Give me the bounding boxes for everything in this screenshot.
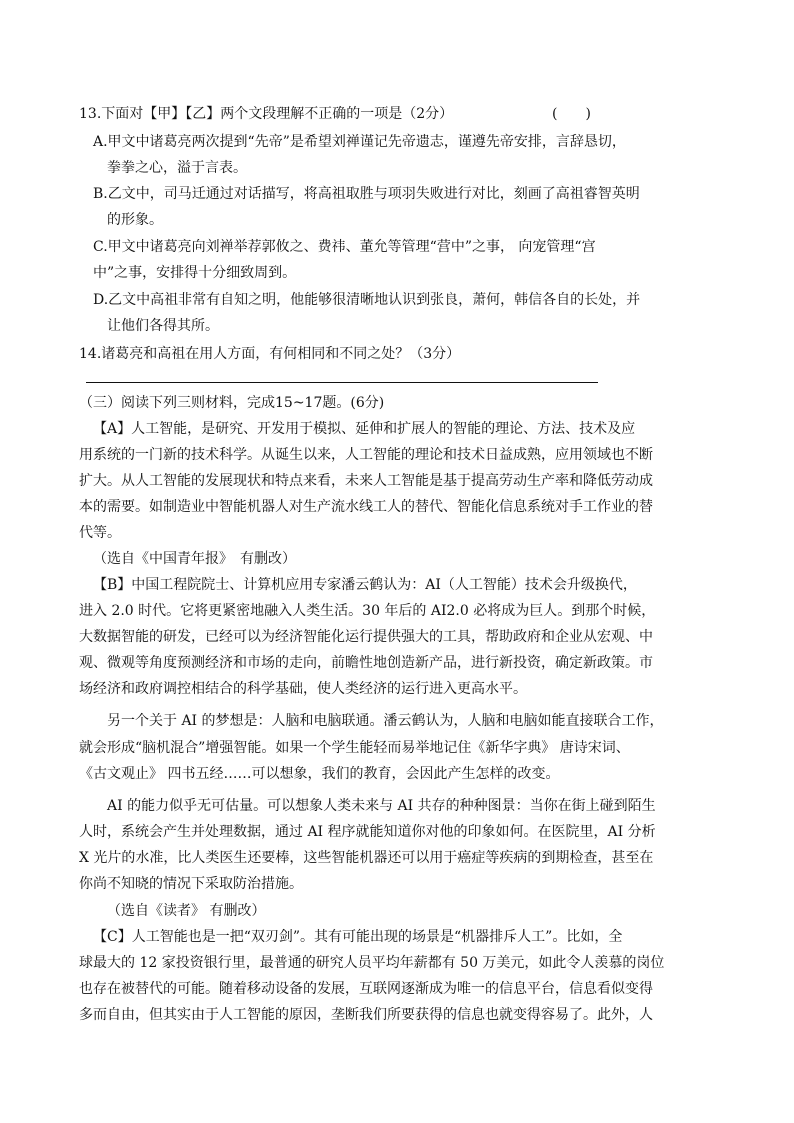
q13-option-b-line-2: 的形象。	[107, 212, 163, 228]
material-b-line: 《古文观止》 四书五经……可以想象，我们的教育，会因此产生怎样的改变。	[79, 766, 560, 782]
q13-stem: 13.下面对【甲】【乙】两个文段理解不正确的一项是（2分）	[79, 106, 454, 122]
q13-answer-blank: ( )	[552, 106, 591, 122]
material-b-source: （选自《读者》 有删改）	[107, 903, 266, 919]
q13-option-a-line-2: 拳拳之心，溢于言表。	[107, 160, 247, 176]
q13-option-d-line-1: D.乙文中高祖非常有自知之明，他能够很清晰地认识到张良，萧何，韩信各自的长处，并	[93, 292, 641, 308]
material-a-source: （选自《中国青年报》 有删改）	[93, 551, 296, 567]
material-a-line: 本的需要。如制造业中智能机器人对生产流水线工人的替代、智能化信息系统对手工作业的替	[79, 499, 653, 515]
answer-line	[86, 382, 598, 383]
q13-option-c-line-1: C.甲文中诸葛亮向刘禅举荐郭攸之、费祎、董允等管理“营中”之事， 向宠管理“宫	[93, 239, 596, 255]
q13-option-d-line-2: 让他们各得其所。	[107, 318, 219, 334]
material-a-line: 扩大。从人工智能的发展现状和特点来看，未来人工智能是基于提高劳动生产率和降低劳动成	[79, 473, 653, 489]
material-b-line: 你尚不知晓的情况下采取防治措施。	[79, 876, 303, 892]
material-a-line: 代等。	[79, 525, 121, 541]
material-b-line: AI 的能力似乎无可估量。可以想象人类未来与 AI 共存的种种图景：当你在街上碰到陌生	[107, 798, 656, 814]
material-b-line: 【B】中国工程院院士、计算机应用专家潘云鹤认为：AI（人工智能）技术会升级换代，	[93, 577, 637, 593]
material-b-line: 大数据智能的研发，已经可以为经济智能化运行提供强大的工具，帮助政府和企业从宏观、中	[79, 629, 653, 645]
material-a-line: 【A】人工智能，是研究、开发用于模拟、延伸和扩展人的智能的理论、方法、技术及应	[93, 421, 636, 437]
material-b-line: 观、微观等角度预测经济和市场的走向，前瞻性地创造新产品，进行新投资，确定新政策。市	[79, 655, 653, 671]
section3-heading: （三）阅读下列三则材料，完成15~17题。(6分)	[79, 395, 385, 411]
q13-option-b-line-1: B.乙文中，司马迁通过对话描写，将高祖取胜与项羽失败进行对比，刻画了高祖睿智英明	[93, 186, 640, 202]
material-a-line: 用系统的一门新的技术科学。从诞生以来，人工智能的理论和技术日益成熟，应用领域也不断	[79, 447, 653, 463]
material-b-line: 场经济和政府调控相结合的科学基础，使人类经济的运行进入更高水平。	[79, 681, 527, 697]
material-b-line: X 光片的水准，比人类医生还要棒，这些智能机器还可以用于癌症等疾病的到期检查，甚至在	[79, 850, 654, 866]
material-b-line: 人时，系统会产生并处理数据，通过 AI 程序就能知道你对他的印象如何。在医院里，AI 分析	[79, 824, 656, 840]
material-b-line: 进入 2.0 时代。它将更紧密地融入人类生活。30 年后的 AI2.0 必将成为巨人。到那个时候，	[79, 603, 656, 619]
material-c-line: 【C】人工智能也是一把“双刃剑”。其有可能出现的场景是“机器排斥人工”。比如，全	[93, 929, 623, 945]
q13-option-a-line-1: A.甲文中诸葛亮两次提到“先帝”是希望刘禅谨记先帝遗志，谨遵先帝安排，言辞恳切，	[93, 134, 626, 150]
material-b-line: 另一个关于 AI 的梦想是：人脑和电脑联通。潘云鹤认为，人脑和电脑如能直接联合工作，	[107, 713, 664, 729]
material-c-line: 多而自由，但其实由于人工智能的原因，垄断我们所要获得的信息也就变得容易了。此外，人	[79, 1007, 653, 1023]
q14-stem: 14.诸葛亮和高祖在用人方面，有何相同和不同之处？（3分）	[79, 346, 461, 362]
q13-option-c-line-2: 中”之事，安排得十分细致周到。	[93, 265, 297, 281]
material-b-line: 就会形成“脑机混合”增强智能。如果一个学生能轻而易举地记住《新华字典》 唐诗宋词、	[79, 740, 630, 756]
material-c-line: 也存在被替代的可能。随着移动设备的发展，互联网逐渐成为唯一的信息平台，信息看似变得	[79, 981, 653, 997]
material-c-line: 球最大的 12 家投资银行里，最普通的研究人员平均年薪都有 50 万美元，如此令人羡慕的岗位	[79, 955, 665, 971]
